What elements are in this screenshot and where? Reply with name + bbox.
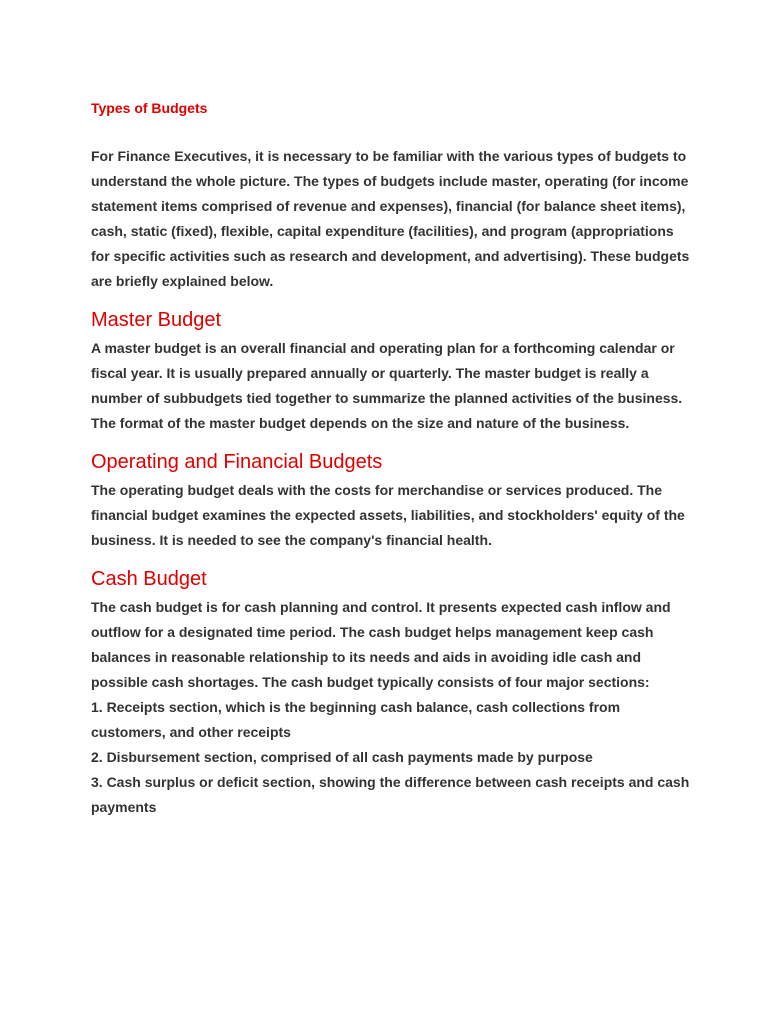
section-paragraph: A master budget is an overall financial and operating plan for a forthcoming calendar or fiscal year. It is usually prepared annually or quarterly. The master budget is really a number of subbudgets tied together to summarize the planned activities of the business. The format of the master budget depends on the size and nature of the business. <box>91 340 683 431</box>
document-title: Types of Budgets <box>91 100 208 116</box>
intro-paragraph: For Finance Executives, it is necessary to be familiar with the various types of budgets to understand the whole picture. The types of budgets include master, operating (for income statement items comprised of revenue and expenses), financial (for balance sheet items), cash, static (fixed), flexible, capital expenditure (facilities), and program (appropriations for specific activities such as research and development, and advertising). These budgets are briefly explained below. <box>91 148 690 289</box>
section-paragraph: The operating budget deals with the costs for merchandise or services produced. The financial budget examines the expected assets, liabilities, and stockholders' equity of the business. It is needed to see the company's financial health. <box>91 482 685 548</box>
section-heading: Operating and Financial Budgets <box>91 451 383 473</box>
cash-budget-sections-list <box>91 695 691 820</box>
list-item: 2. Disbursement section, comprised of all cash payments made by purpose <box>91 749 593 765</box>
section-heading: Master Budget <box>91 309 222 331</box>
document-content <box>91 97 691 820</box>
section-paragraph: The cash budget is for cash planning and control. It presents expected cash inflow and outflow for a designated time period. The cash budget helps management keep cash balances in reasonable relationship to its needs and aids in avoiding idle cash and possible cash shortages. The cash budget typically consists of four major sections: <box>91 599 671 690</box>
section-operating-financial-budgets <box>91 446 691 553</box>
section-master-budget <box>91 304 691 436</box>
list-item: 3. Cash surplus or deficit section, showing the difference between cash receipts and cash payments <box>91 774 690 815</box>
list-item: 1. Receipts section, which is the beginning cash balance, cash collections from customers, and other receipts <box>91 699 621 740</box>
section-cash-budget <box>91 563 691 820</box>
section-heading: Cash Budget <box>91 568 207 590</box>
